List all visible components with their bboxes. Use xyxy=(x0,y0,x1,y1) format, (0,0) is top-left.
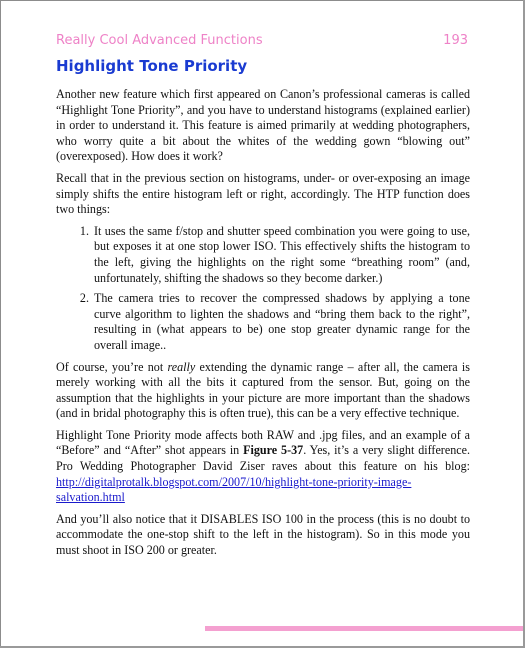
paragraph-intro: Another new feature which first appeared on Canon’s professional cameras is called “Highlight Tone Priority”, and you have to understand histograms (explained earlier) in order to understand it. This feature is aimed primarily at wedding photographers, who worry quite a bit about the whites of the wedding gown “blowing out” (overexposed). How does it work? xyxy=(56,87,470,164)
section-title: Highlight Tone Priority xyxy=(56,57,248,75)
running-title: Really Cool Advanced Functions xyxy=(56,33,263,48)
footer-accent-bar xyxy=(205,626,523,631)
htp-steps-list xyxy=(56,224,470,354)
text-run: Highlight Tone Priority mode affects both RAW and .jpg files, and an example of a “Before” and “After” shot appears in xyxy=(56,427,470,458)
paragraph-histogram-recall: Recall that in the previous section on histograms, under- or over-exposing an image simply shifts the entire histogram left or right, accordingly. The HTP function does two things: xyxy=(56,170,470,217)
paragraph-dynamic-range xyxy=(56,360,470,422)
blog-link[interactable]: http://digitalprotalk.blogspot.com/2007/10/highlight-tone-priority-image-salvation.html xyxy=(56,474,412,505)
text-run: extending the dynamic range – after all, the camera is merely working with all the bits it captured from the sensor. But, going on the assumption that the highlights in your picture are more important than the shadows (and in bridal photography this is often true), this can be a very effective technique. xyxy=(56,359,470,421)
list-item: 2. The camera tries to recover the compressed shadows by applying a tone curve algorithm to lighten the shadows and “bring them back to the right”, resulting in (what appears to be) one stop greater dynamic range for the overall image.. xyxy=(92,291,470,353)
text-run: . Yes, it’s a very slight difference. Pro Wedding Photographer David Ziser raves about this feature on his blog: xyxy=(56,443,471,474)
emphasis-really: really xyxy=(167,359,196,374)
body-text xyxy=(56,87,470,565)
text-run: Of course, you’re not xyxy=(56,359,168,374)
page-number: 193 xyxy=(443,33,468,48)
paragraph-raw-jpg xyxy=(56,428,470,506)
paragraph-iso-disable: And you’ll also notice that it DISABLES ISO 100 in the process (this is no doubt to accommodate the one-stop shift to the left in the histogram). So in this mode you must shoot in ISO 200 or greater. xyxy=(56,511,470,558)
list-item: 1. It uses the same f/stop and shutter speed combination you were going to use, but exposes it at one stop lower ISO. This effectively shifts the histogram to the left, giving the highlights on the right some “breathing room” (and, unfortunately, shifting the shadows so they become darker.) xyxy=(92,224,470,286)
figure-reference: Figure 5-37 xyxy=(243,443,304,458)
running-header xyxy=(56,33,468,48)
